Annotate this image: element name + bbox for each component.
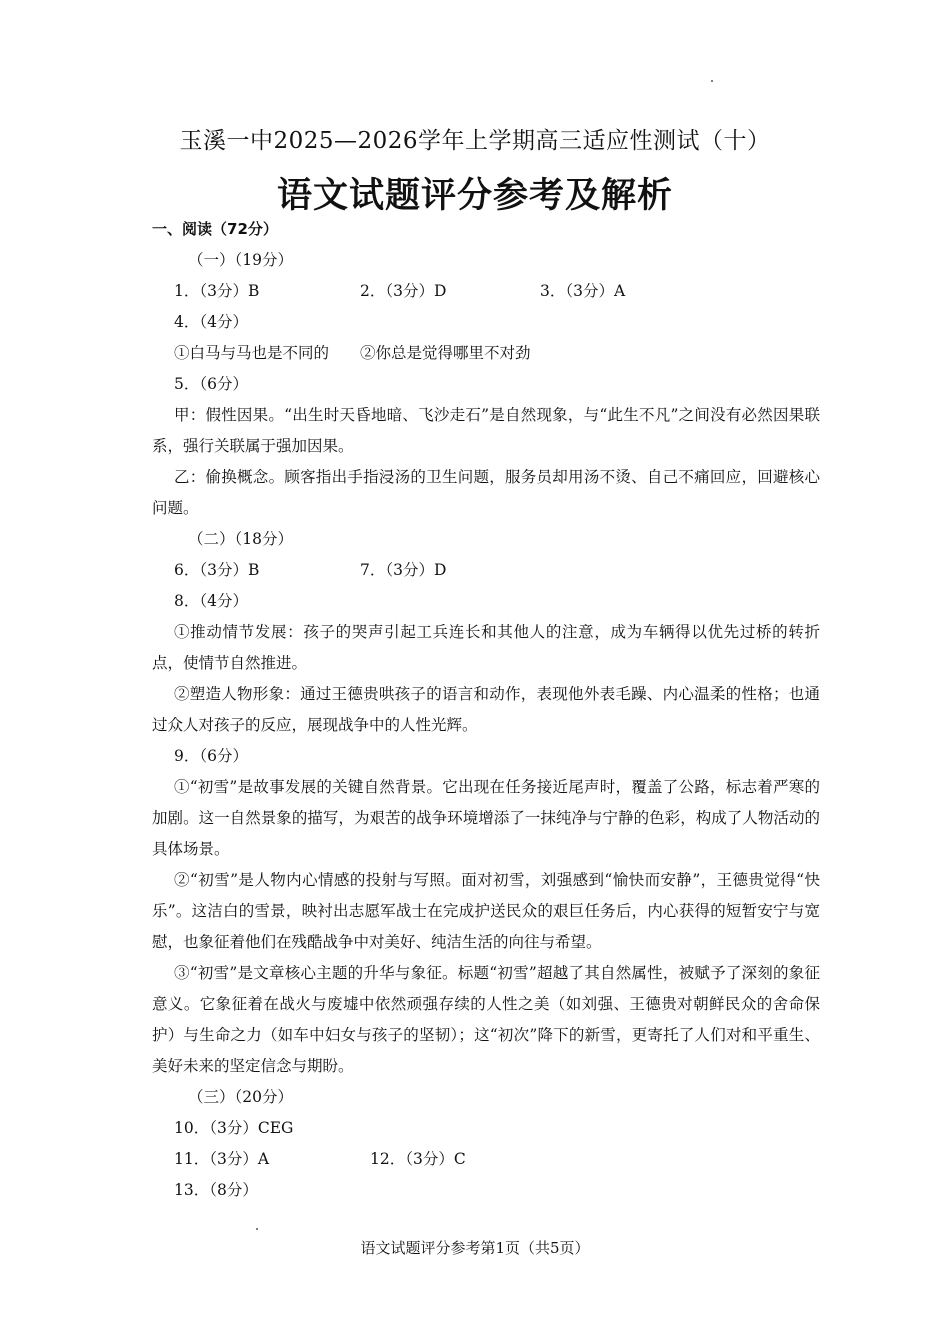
answer-q6: 6．（3分）B [174,561,260,579]
answer-q8-a: ①推动情节发展：孩子的哭声引起工兵连长和其他人的注意，成为车辆得以优先过桥的转折点，使情节自然推进。 [152,623,820,672]
answer-content [152,214,820,1206]
scan-dot [711,80,713,82]
question-q8: 8．（4分） [174,592,248,610]
exam-title: 玉溪一中2025—2026学年上学期高三适应性测试（十） [179,128,771,154]
answer-q9-c: ③“初雪”是文章核心主题的升华与象征。标题“初雪”超越了其自然属性，被赋予了深刻的象征意义。它象征着在战火与废墟中依然顽强存续的人性之美（如刘强、王德贵对朝鲜民众的舍命保护）与生命之力（如车中妇女与孩子的坚韧）；这“初次”降下的新雪，更寄托了人们对和平重生、美好未来的坚定信念与期盼。 [152,964,820,1075]
part-heading-3: （三）（20分） [188,1088,293,1106]
answer-q1: 1．（3分）B [174,282,260,300]
answer-q5-b: 乙：偷换概念。顾客指出手指浸汤的卫生问题，服务员却用汤不烫、自己不痛回应，回避核心问题。 [152,468,820,517]
answer-q5-a: 甲：假性因果。“出生时天昏地暗、飞沙走石”是自然现象，与“此生不凡”之间没有必然因果联系，强行关联属于强加因果。 [152,406,820,455]
part-heading-1: （一）（19分） [188,251,293,269]
answer-q10: 10．（3分）CEG [174,1119,294,1137]
answer-q7: 7．（3分）D [360,561,447,579]
answer-row-6-7 [152,555,820,586]
part-heading-2: （二）（18分） [188,530,293,548]
question-q4: 4．（4分） [174,313,248,331]
answer-row-11-12 [152,1144,820,1175]
answer-q3: 3．（3分）A [540,282,626,300]
answer-q4: ①白马与马也是不同的 ②你总是觉得哪里不对劲 [174,344,531,362]
scan-dot [256,1228,258,1230]
section-heading-reading: 一、阅读（72分） [152,220,278,238]
answer-q9-b: ②“初雪”是人物内心情感的投射与写照。面对初雪，刘强感到“愉快而安静”，王德贵觉得“快乐”。这洁白的雪景，映衬出志愿军战士在完成护送民众的艰巨任务后，内心获得的短暂安宁与宽慰，也象征着他们在残酷战争中对美好、纯洁生活的向往与希望。 [152,871,820,951]
answer-row-1-3 [152,276,820,307]
answer-q8-b: ②塑造人物形象：通过王德贵哄孩子的语言和动作，表现他外表毛躁、内心温柔的性格；也通过众人对孩子的反应，展现战争中的人性光辉。 [152,685,820,734]
answer-q9-a: ①“初雪”是故事发展的关键自然背景。它出现在任务接近尾声时，覆盖了公路，标志着严寒的加剧。这一自然景象的描写，为艰苦的战争环境增添了一抹纯净与宁静的色彩，构成了人物活动的具体场景。 [152,778,820,858]
page-footer: 语文试题评分参考第1页（共5页） [360,1239,590,1257]
question-q5: 5．（6分） [174,375,248,393]
question-q9: 9．（6分） [174,747,248,765]
answer-q2: 2．（3分）D [360,282,447,300]
answer-q11: 11．（3分）A [174,1150,270,1168]
question-q13: 13．（8分） [174,1181,258,1199]
answer-q12: 12．（3分）C [370,1150,466,1168]
document-title: 语文试题评分参考及解析 [276,176,673,216]
